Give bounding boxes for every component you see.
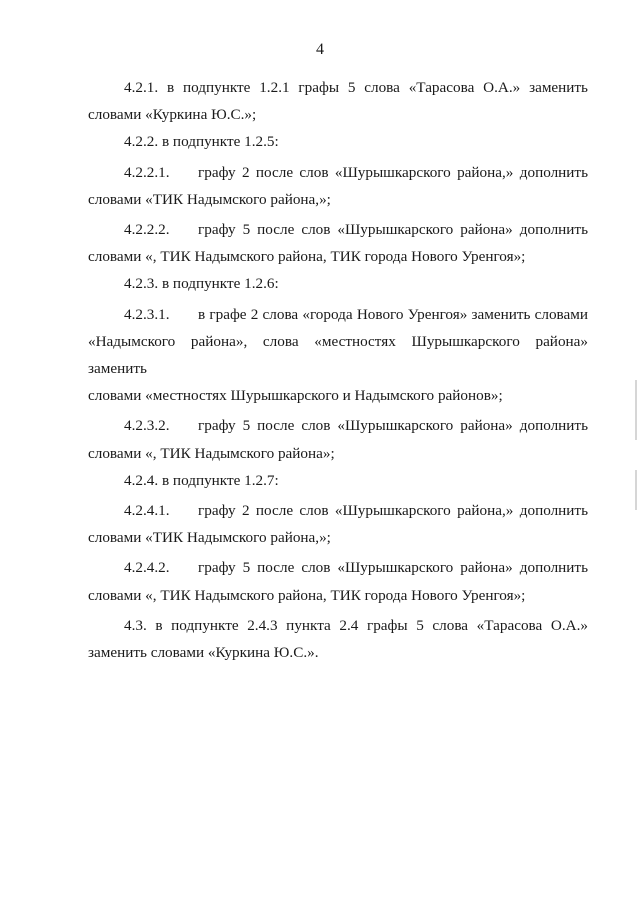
paragraph-line — [88, 301, 588, 328]
paragraph-line: словами «Куркина Ю.С.»; — [88, 106, 257, 124]
paragraph-line: 4.2.2. в подпункте 1.2.5: — [124, 133, 279, 151]
paragraph-line: словами «, ТИК Надымского района»; — [88, 444, 335, 462]
item-text: графу 5 после слов «Шурышкарского района» дополнить — [198, 559, 588, 577]
paragraph-line — [88, 497, 588, 524]
paragraph-line: словами «местностях Шурышкарского и Надымского районов»; — [88, 387, 503, 405]
paragraph-line — [88, 159, 588, 186]
paragraph-line: 4.2.3. в подпункте 1.2.6: — [124, 275, 279, 293]
paragraph-line: словами «, ТИК Надымского района, ТИК города Нового Уренгоя»; — [88, 248, 526, 266]
item-text: графу 2 после слов «Шурышкарского района,» дополнить — [198, 502, 588, 520]
paragraph-line — [88, 554, 588, 581]
paragraph-4-2-2-2 — [88, 216, 588, 270]
paragraph-4-2-3 — [88, 270, 588, 297]
item-number: 4.2.3.1. — [124, 305, 170, 323]
item-number: 4.2.4.1. — [124, 502, 170, 520]
item-number: 4.2.3.2. — [124, 417, 170, 435]
item-text: графу 5 после слов «Шурышкарского района» дополнить — [198, 221, 588, 239]
paragraph-4-2-4 — [88, 467, 588, 494]
paragraph-line: 4.2.1. в подпункте 1.2.1 графы 5 слова «Тарасова О.А.» заменить — [124, 79, 588, 96]
page-number: 4 — [316, 41, 324, 58]
paragraph-line — [88, 412, 588, 439]
item-text: графу 5 после слов «Шурышкарского района» дополнить — [198, 417, 588, 435]
paragraph-4-2-3-2 — [88, 412, 588, 466]
document-body — [88, 74, 588, 666]
paragraph-line — [88, 216, 588, 243]
paragraph-line: словами «ТИК Надымского района,»; — [88, 529, 331, 547]
paragraph-line: заменить словами «Куркина Ю.С.». — [88, 644, 319, 662]
item-text: в графе 2 слова «города Нового Уренгоя» заменить словами — [198, 305, 588, 323]
paragraph-line: «Надымского района», слова «местностях Шурышкарского района» заменить — [88, 332, 588, 378]
item-number: 4.2.4.2. — [124, 559, 170, 577]
paragraph-line: словами «ТИК Надымского района,»; — [88, 190, 331, 208]
paragraph-line: 4.2.4. в подпункте 1.2.7: — [124, 471, 279, 489]
item-text: графу 2 после слов «Шурышкарского района,» дополнить — [198, 163, 588, 181]
scan-mark — [635, 470, 637, 510]
paragraph-4-3 — [88, 612, 588, 666]
scan-mark — [635, 380, 637, 440]
paragraph-line: 4.3. в подпункте 2.4.3 пункта 2.4 графы 5 слова «Тарасова О.А.» — [124, 616, 588, 634]
paragraph-4-2-2-1 — [88, 159, 588, 213]
paragraph-4-2-4-1 — [88, 497, 588, 551]
item-number: 4.2.2.2. — [124, 221, 170, 239]
paragraph-4-2-3-1 — [88, 301, 588, 410]
paragraph-4-2-4-2 — [88, 554, 588, 608]
paragraph-4-2-1 — [88, 74, 588, 128]
paragraph-line: словами «, ТИК Надымского района, ТИК города Нового Уренгоя»; — [88, 586, 526, 604]
paragraph-4-2-2 — [88, 128, 588, 155]
item-number: 4.2.2.1. — [124, 163, 170, 181]
